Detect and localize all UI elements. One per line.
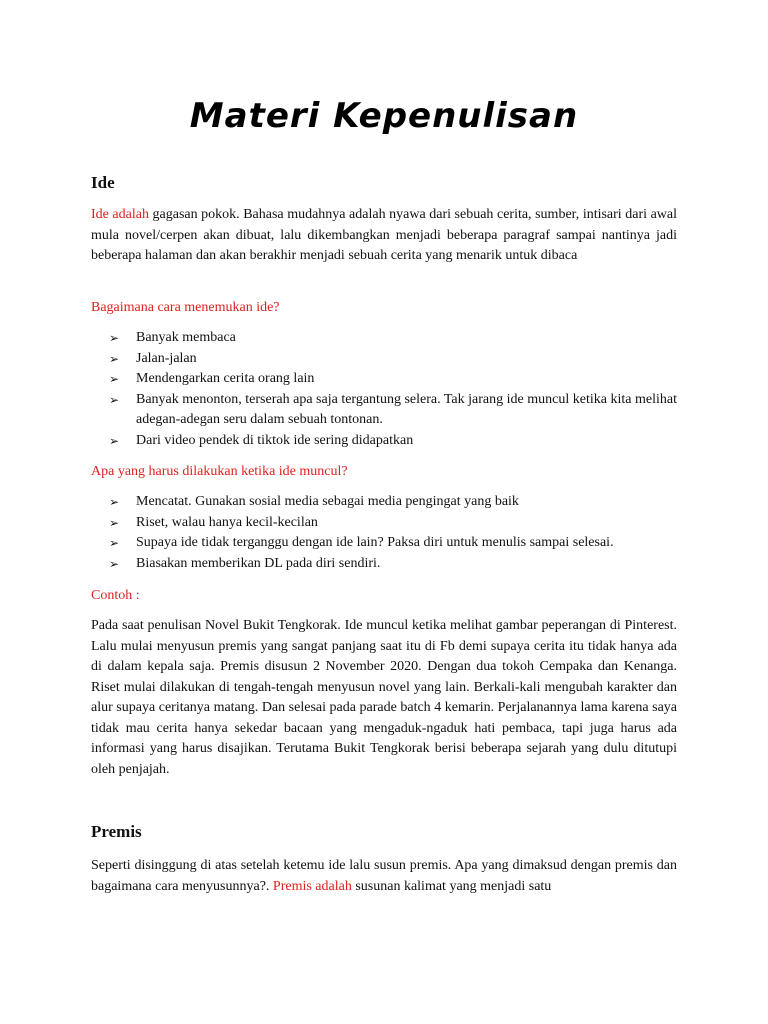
arrow-bullet-icon: ➢ xyxy=(109,536,120,550)
list-find-idea xyxy=(91,328,677,451)
ide-definition-text: gagasan pokok. Bahasa mudahnya adalah nyawa dari sebuah cerita, sumber, intisari dari awal mula novel/cerpen akan dibuat, lalu dikembangkan menjadi beberapa paragraf sampai nantinya jadi beberapa halaman dan akan berakhir menjadi sebuah cerita yang menarik untuk dibaca xyxy=(91,207,677,263)
arrow-bullet-icon: ➢ xyxy=(109,372,120,386)
ide-intro-paragraph xyxy=(91,205,677,267)
list-item: ➢ Jalan-jalan xyxy=(91,349,677,370)
section-heading-premis: Premis xyxy=(91,822,142,841)
premis-definition-term: Premis adalah xyxy=(272,878,352,894)
document-title: Materi Kepenulisan xyxy=(189,96,579,136)
ide-definition-term: Ide adalah xyxy=(91,207,149,222)
arrow-bullet-icon: ➢ xyxy=(109,556,120,571)
list-item: ➢ Mencatat. Gunakan sosial media sebagai media pengingat yang baik xyxy=(91,492,677,513)
list-item: ➢ Dari video pendek di tiktok ide sering didapatkan xyxy=(91,431,677,452)
arrow-bullet-icon: ➢ xyxy=(109,392,120,407)
premis-paragraph: Seperti disinggung di atas setelah ketemu ide lalu susun premis. Apa yang dimaksud dengan premis dan bagaimana cara menyusunnya?. Premis adalah susunan kalimat yang menjadi satu xyxy=(91,858,677,894)
question-when-idea-appears: Apa yang harus dilakukan ketika ide muncul? xyxy=(91,464,348,479)
question-find-idea: Bagaimana cara menemukan ide? xyxy=(91,300,280,315)
arrow-bullet-icon: ➢ xyxy=(109,351,120,366)
section-heading-ide: Ide xyxy=(91,173,115,192)
arrow-bullet-icon: ➢ xyxy=(109,495,120,509)
arrow-bullet-icon: ➢ xyxy=(109,433,120,448)
list-item: ➢ Banyak membaca xyxy=(91,328,677,349)
arrow-bullet-icon: ➢ xyxy=(109,331,120,345)
list-item: ➢ Supaya ide tidak terganggu dengan ide lain? Paksa diri untuk menulis sampai selesai. xyxy=(91,533,677,554)
list-item: ➢ Riset, walau hanya kecil-kecilan xyxy=(91,513,677,534)
arrow-bullet-icon: ➢ xyxy=(109,515,120,530)
list-item: ➢ Banyak menonton, terserah apa saja tergantung selera. Tak jarang ide muncul ketika kita melihat adegan-adegan seru dalam sebuah tontonan. xyxy=(109,391,677,427)
list-when-idea-appears xyxy=(91,492,677,574)
list-item: ➢ Mendengarkan cerita orang lain xyxy=(91,369,677,390)
contoh-paragraph: Pada saat penulisan Novel Bukit Tengkorak. Ide muncul ketika melihat gambar peperangan di Pinterest. Lalu mulai menyusun premis yang sangat panjang saat itu di Fb demi supaya cerita itu tidak hanya ada di dalam kepala saja. Premis disusun 2 November 2020. Dengan dua tokoh Cempaka dan Kenanga. Riset mulai dilakukan di tengah-tengah menyusun novel yang lain. Berkali-kali mengubah karakter dan alur supaya ceritanya matang. Dan selesai pada parade batch 4 kemarin. Perjalanannya lama karena saya tidak mau cerita hanya sekedar bacaan yang mengaduk-ngaduk hati pembaca, tapi juga harus ada informasi yang harus disajikan. Terutama Bukit Tengkorak berisi beberapa sejarah yang dulu ditutupi oleh penjajah. xyxy=(91,618,677,777)
contoh-label: Contoh : xyxy=(91,588,140,603)
list-item: ➢ Biasakan memberikan DL pada diri sendiri. xyxy=(91,554,677,575)
